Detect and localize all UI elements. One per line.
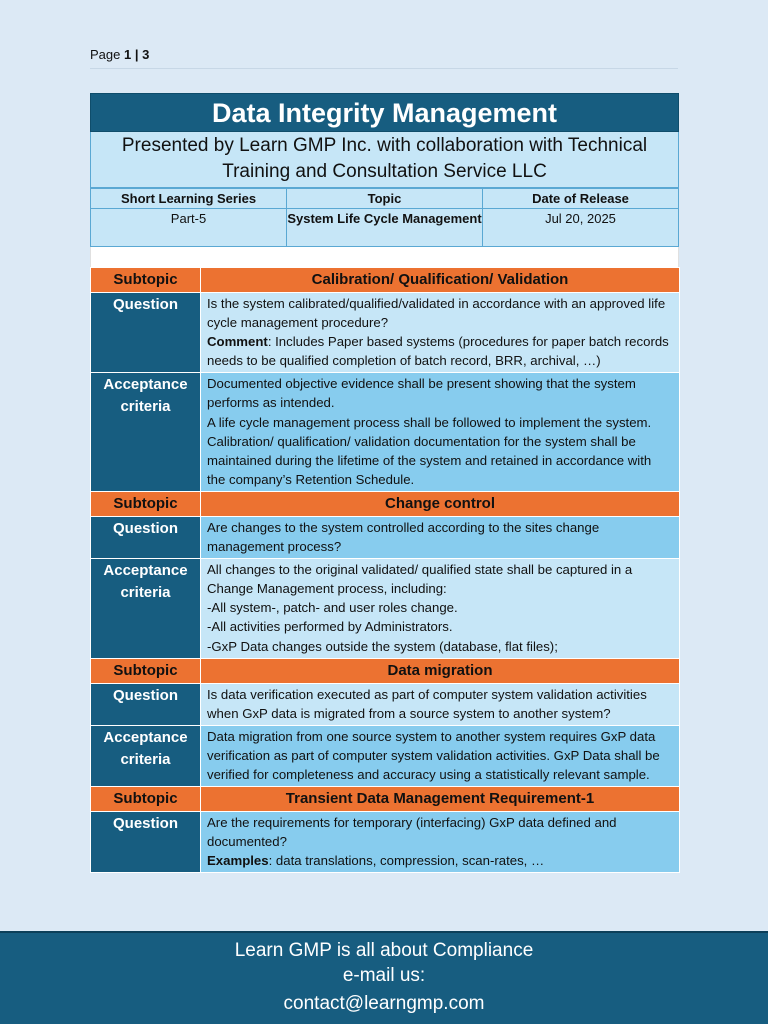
table-row [91,559,680,658]
meta-header-topic: Topic [287,189,483,209]
subtopic-label: Subtopic [91,787,201,812]
acceptance-text: Documented objective evidence shall be present showing that the system performs as intended. A life cycle management process shall be followed to implement the system. Calibration/ qualification/ validation documentation for the system shall be maintained during the lifetime of the system and retained in accordance with the company’s Retention Schedule. [201,373,680,492]
table-row [91,725,680,786]
subtopic-title: Calibration/ Qualification/ Validation [201,268,680,293]
title-block [90,93,679,273]
page-number: Page 1 | 3 [90,47,678,69]
question-text: Are changes to the system controlled according to the sites change management process? [201,516,680,558]
acceptance-label: Acceptance criteria [91,373,201,492]
question-label: Question [91,293,201,373]
question-label: Question [91,812,201,873]
table-row [91,812,680,873]
meta-series-value: Part-5 [91,209,287,247]
acceptance-text: Data migration from one source system to another system requires GxP data verification as part of computer system validation activities. GxP Data shall be verified for completeness and accuracy using a statistically relevant sample. [201,725,680,786]
table-row [91,373,680,492]
table-row [91,683,680,725]
meta-table [90,188,679,247]
subtopic-table [90,267,680,873]
question-text: Is data verification executed as part of computer system validation activities when GxP data is migrated from a source system to another system? [201,683,680,725]
table-row [91,293,680,373]
footer-tagline: Learn GMP is all about Compliance [234,940,534,961]
table-row [91,268,680,293]
table-row [91,491,680,516]
document-title: Data Integrity Management [90,93,679,132]
acceptance-label: Acceptance criteria [91,725,201,786]
table-row [91,516,680,558]
footer [0,931,768,1024]
acceptance-label: Acceptance criteria [91,559,201,658]
subtopic-title: Change control [201,491,680,516]
examples-line: Examples: data translations, compression, scan-rates, … [207,853,545,869]
question-text: Are the requirements for temporary (interfacing) GxP data defined and documented? Examples: data translations, compression, scan-rates, … [201,812,680,873]
comment-line: Comment: Includes Paper based systems (procedures for paper batch records needs to be qualified completion of batch record, BRR, archival, …) [207,334,669,369]
table-row [91,787,680,812]
meta-topic-value: System Life Cycle Management [287,209,483,247]
meta-date-value: Jul 20, 2025 [483,209,679,247]
subtopic-label: Subtopic [91,491,201,516]
subtopic-label: Subtopic [91,658,201,683]
table-row [91,658,680,683]
acceptance-text: All changes to the original validated/ qualified state shall be captured in a Change Management process, including: -All system-, patch- and user roles change. -All activities performed by Administrators. -GxP Data changes outside the system (database, flat files); [201,559,680,658]
footer-email-link[interactable]: contact@learngmp.com [283,993,485,1014]
subtopic-title: Data migration [201,658,680,683]
meta-header-date: Date of Release [483,189,679,209]
meta-header-series: Short Learning Series [91,189,287,209]
question-text: Is the system calibrated/qualified/validated in accordance with an approved life cycle management procedure? Comment: Includes Paper based systems (procedures for paper batch records needs to be qualified completion of batch record, BRR, archival, …) [201,293,680,373]
presenter-line: Presented by Learn GMP Inc. with collaboration with Technical Training and Consultation Service LLC [90,132,679,188]
question-label: Question [91,516,201,558]
question-label: Question [91,683,201,725]
subtopic-title: Transient Data Management Requirement-1 [201,787,680,812]
subtopic-label: Subtopic [91,268,201,293]
footer-email-label: e-mail us: [342,965,426,986]
